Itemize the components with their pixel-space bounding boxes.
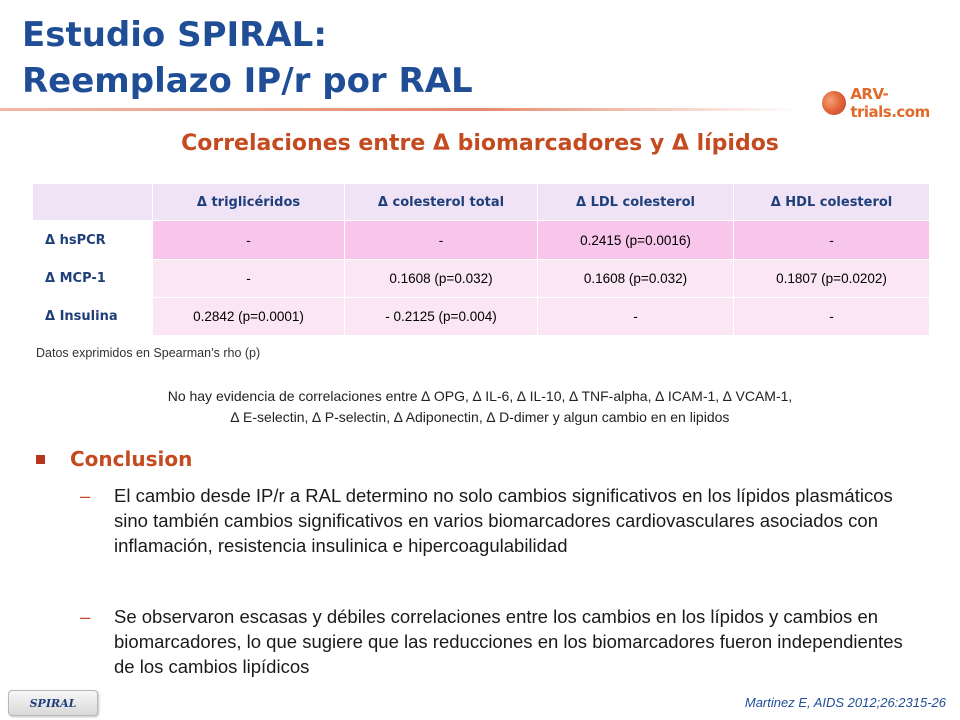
conclusion-bullet: [80, 604, 920, 679]
conclusion-bullet: [80, 483, 920, 558]
title-divider: [0, 108, 800, 111]
study-tag-label: SPIRAL: [29, 696, 77, 710]
conclusion-heading-text: Conclusion: [70, 447, 193, 471]
table-cell: -: [153, 260, 345, 298]
title-line-1: Estudio SPIRAL:: [22, 15, 327, 55]
table-row: [33, 260, 930, 298]
conclusion-bullet-text: Se observaron escasas y débiles correlaciones entre los cambios en los lípidos y cambios en biomarcadores, lo que sugiere que las reducciones en los biomarcadores fueron independientes de los cambios lipídicos: [114, 606, 903, 677]
table-cell: -: [538, 298, 734, 336]
no-correlation-statement: [30, 386, 930, 428]
table-cell: - 0.2125 (p=0.004): [345, 298, 538, 336]
row-label-mcp1: Δ MCP-1: [33, 260, 153, 298]
header-hdl-cholesterol: Δ HDL colesterol: [734, 184, 930, 221]
title-line-2: Reemplazo IP/r por RAL: [22, 61, 473, 101]
table-cell: 0.1807 (p=0.0202): [734, 260, 930, 298]
table-footnote: Datos exprimidos en Spearman’s rho (p): [36, 346, 261, 360]
no-correlation-line-2: ∆ E-selectin, ∆ P-selectin, ∆ Adiponectin, ∆ D-dimer y algun cambio en en lipidos: [230, 409, 730, 425]
dash-bullet: –: [80, 485, 91, 506]
table-cell: 0.1608 (p=0.032): [345, 260, 538, 298]
conclusion-bullet-text: El cambio desde IP/r a RAL determino no solo cambios significativos en los lípidos plasmáticos sino también cambios significativos en varios biomarcadores cardiovasculares asociados con inflamación, resistencia insulinica e hipercoagulabilidad: [114, 485, 893, 556]
header-total-cholesterol: Δ colesterol total: [345, 184, 538, 221]
section-subtitle: Correlaciones entre Δ biomarcadores y Δ lípidos: [181, 131, 779, 156]
study-tag: [8, 690, 98, 716]
table-row: [33, 221, 930, 260]
slide-title: [22, 12, 473, 104]
table-cell: 0.2415 (p=0.0016): [538, 221, 734, 260]
table-cell: -: [734, 298, 930, 336]
square-bullet-icon: [36, 455, 45, 464]
conclusion-heading: [36, 447, 192, 471]
table-row: [33, 298, 930, 336]
arv-trials-logo: [822, 85, 960, 121]
table-header-row: [33, 184, 930, 221]
citation: Martinez E, AIDS 2012;26:2315-26: [744, 695, 946, 710]
table-cell: -: [734, 221, 930, 260]
row-label-insulin: Δ Insulina: [33, 298, 153, 336]
table-cell: 0.1608 (p=0.032): [538, 260, 734, 298]
table-corner-cell: [33, 184, 153, 221]
correlation-table: [32, 183, 930, 336]
logo-mark-icon: [822, 91, 846, 115]
row-label-hspcr: Δ hsPCR: [33, 221, 153, 260]
table-cell: -: [153, 221, 345, 260]
no-correlation-line-1: No hay evidencia de correlaciones entre ∆ OPG, ∆ IL-6, ∆ IL-10, ∆ TNF-alpha, ∆ ICAM-1, ∆ VCAM-1,: [167, 388, 793, 404]
table-cell: -: [345, 221, 538, 260]
dash-bullet: –: [80, 606, 91, 627]
header-triglycerides: Δ triglicéridos: [153, 184, 345, 221]
table-cell: 0.2842 (p=0.0001): [153, 298, 345, 336]
logo-text: ARV-trials.com: [850, 85, 930, 121]
header-ldl-cholesterol: Δ LDL colesterol: [538, 184, 734, 221]
